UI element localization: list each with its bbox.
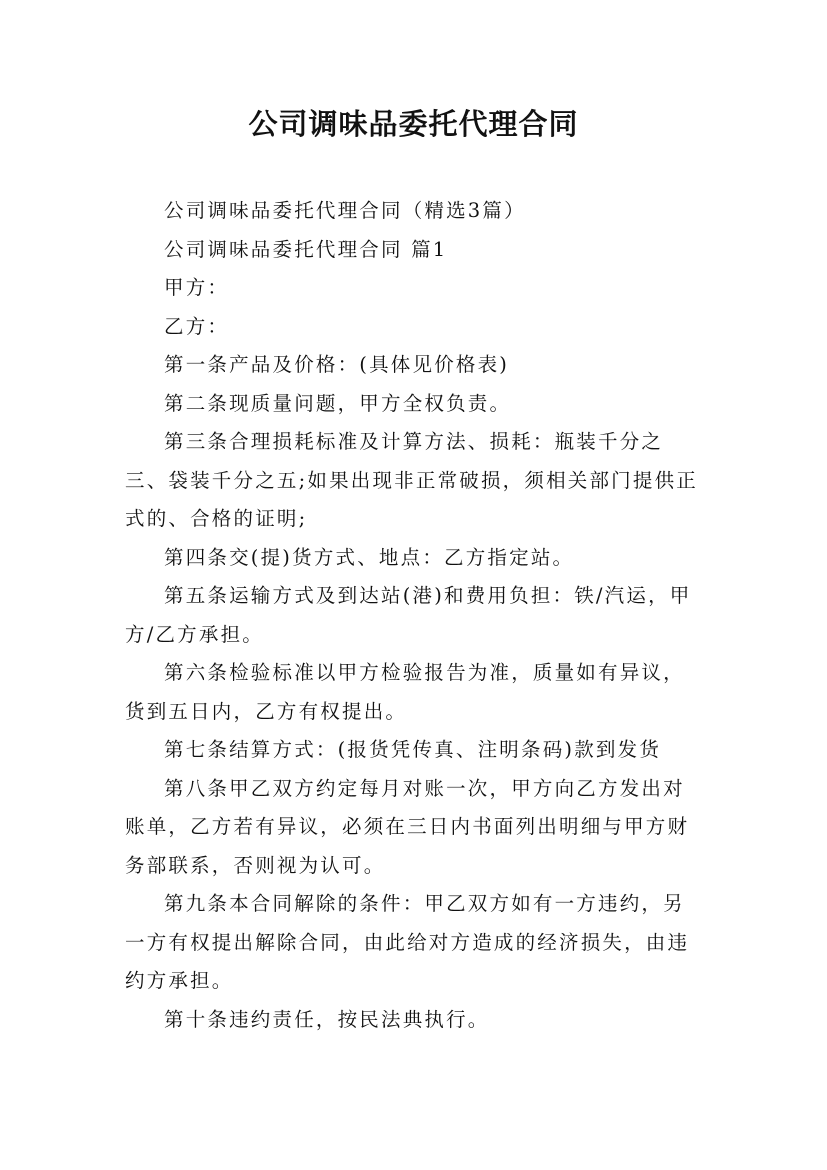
paragraph-clause-10: 第十条违约责任，按民法典执行。 — [164, 1007, 490, 1031]
paragraph-clause-8: 第八条甲乙双方约定每月对账一次，甲方向乙方发出对账单，乙方若有异议，必须在三日内书面列出明细与甲方财务部联系，否则视为认可。 — [125, 776, 690, 877]
paragraph-clause-7: 第七条结算方式：(报货凭传真、注明条码)款到发货 — [164, 738, 662, 761]
paragraph-clause-5: 第五条运输方式及到达站(港)和费用负担：铁/汽运，甲方/乙方承担。 — [125, 584, 692, 646]
paragraph-party-b: 乙方： — [164, 314, 230, 338]
paragraph-intro: 公司调味品委托代理合同（精选3篇） — [164, 199, 526, 222]
document-title: 公司调味品委托代理合同 — [248, 107, 579, 141]
paragraph-clause-6: 第六条检验标准以甲方检验报告为准，质量如有异议，货到五日内，乙方有权提出。 — [125, 661, 685, 723]
paragraph-clause-9: 第九条本合同解除的条件：甲乙双方如有一方违约，另一方有权提出解除合同，由此给对方造成的经济损失，由违约方承担。 — [125, 892, 690, 992]
paragraph-party-a: 甲方： — [164, 276, 230, 299]
paragraph-clause-3: 第三条合理损耗标准及计算方法、损耗：瓶装千分之三、袋装千分之五;如果出现非正常破损，须相关部门提供正式的、合格的证明; — [125, 430, 698, 530]
paragraph-article-heading: 公司调味品委托代理合同 篇1 — [164, 237, 448, 261]
document-body — [125, 192, 705, 1039]
paragraph-clause-4: 第四条交(提)货方式、地点：乙方指定站。 — [164, 545, 575, 569]
paragraph-clause-1: 第一条产品及价格：(具体见价格表) — [164, 353, 510, 376]
paragraph-clause-2: 第二条现质量问题，甲方全权负责。 — [164, 391, 512, 415]
